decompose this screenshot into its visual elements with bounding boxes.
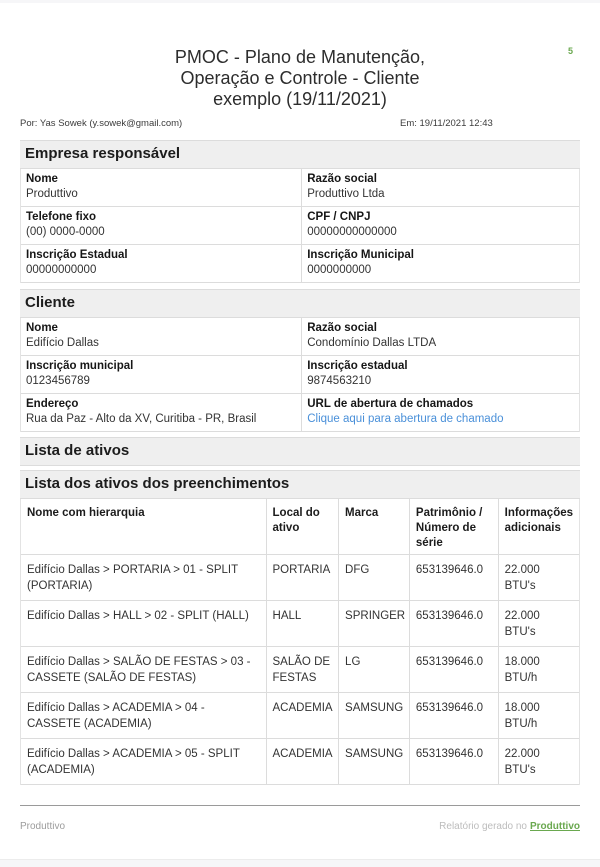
empresa-table [20,169,580,283]
asset-brand: SPRINGER [339,601,410,646]
asset-serial: 653139646.0 [410,693,499,738]
asset-info: 18.000 BTU/h [504,702,540,730]
footer-divider [20,805,580,806]
asset-info: 22.000 BTU's [504,610,540,638]
table-row [21,394,579,432]
asset-brand: DFG [339,555,410,600]
table-row [21,169,579,207]
asset-hierarchy: Edifício Dallas > ACADEMIA > 05 - SPLIT (ACADEMIA) [21,739,267,784]
column-header: Marca [339,499,410,554]
cliente-table [20,318,580,432]
field-value: Edifício Dallas [26,337,99,349]
assets-header-row [21,499,579,555]
field-value: Produttivo [26,188,78,200]
asset-info: 18.000 BTU/h [504,656,540,684]
asset-location: SALÃO DE FESTAS [267,647,340,692]
page-number: 5 [567,46,573,56]
field-label: Endereço [26,398,79,410]
viewport-top-strip [0,0,600,3]
column-header: Informações adicionais [504,507,574,534]
asset-serial: 653139646.0 [410,601,499,646]
field-value: 0123456789 [26,375,90,387]
asset-location: HALL [267,601,340,646]
produttivo-link[interactable]: Produttivo [530,821,580,832]
field-cell [302,356,579,393]
field-cell [302,245,579,282]
section-header-preenchimentos: Lista dos ativos dos preenchimentos [20,470,580,499]
asset-location: ACADEMIA [267,739,340,784]
footer-brand: Produttivo [20,821,66,832]
assets-table [20,499,580,785]
column-header: Local do ativo [267,499,340,554]
field-cell [21,318,302,355]
asset-serial: 653139646.0 [410,555,499,600]
table-row [21,207,579,245]
field-cell [21,394,302,431]
field-value: 0000000000 [307,264,372,276]
field-cell [302,207,579,244]
report-meta [0,118,600,130]
table-row [21,318,579,356]
field-label: Nome [26,173,58,185]
asset-info: 22.000 BTU's [504,564,540,592]
footer-credit [439,821,580,832]
asset-hierarchy: Edifício Dallas > HALL > 02 - SPLIT (HALL) [21,601,267,646]
field-label: Inscrição Estadual [26,249,128,261]
field-value: 00000000000000 [307,226,397,238]
table-row [21,356,579,394]
table-row [21,693,579,739]
field-cell [21,169,302,206]
field-label: Inscrição Municipal [307,249,414,261]
table-row [21,647,579,693]
field-label: CPF / CNPJ [307,211,371,223]
table-row [21,739,579,785]
column-header: Nome com hierarquia [21,499,267,554]
table-row [21,601,579,647]
field-label: Razão social [307,322,377,334]
column-header: Patrimônio / Número de série [410,499,499,554]
section-header-lista-ativos: Lista de ativos [20,437,580,466]
title-line-3: exemplo (19/11/2021) [213,89,387,109]
field-cell [302,169,579,206]
title-line-2: Operação e Controle - Cliente [180,68,420,88]
asset-brand: SAMSUNG [339,739,410,784]
field-label: Nome [26,322,58,334]
field-value: 00000000000 [26,264,97,276]
title-line-1: PMOC - Plano de Manutenção, [174,47,426,67]
author-meta: Por: Yas Sowek (y.sowek@gmail.com) [20,118,183,129]
asset-serial: 653139646.0 [410,739,499,784]
field-value: Condomínio Dallas LTDA [307,337,437,349]
date-meta: Em: 19/11/2021 12:43 [400,118,493,129]
asset-hierarchy: Edifício Dallas > SALÃO DE FESTAS > 03 - CASSETE (SALÃO DE FESTAS) [21,647,267,692]
field-cell [21,207,302,244]
asset-location: ACADEMIA [267,693,340,738]
open-ticket-link[interactable]: Clique aqui para abertura de chamado [307,413,504,425]
asset-brand: LG [339,647,410,692]
asset-hierarchy: Edifício Dallas > ACADEMIA > 04 - CASSETE (ACADEMIA) [21,693,267,738]
asset-hierarchy: Edifício Dallas > PORTARIA > 01 - SPLIT (PORTARIA) [21,555,267,600]
document-title [0,0,600,110]
field-label: URL de abertura de chamados [307,398,474,410]
table-row [21,245,579,283]
field-label: Inscrição estadual [307,360,408,372]
footer-credit-text: Relatório gerado no [439,821,527,832]
asset-location: PORTARIA [267,555,340,600]
report-body [20,140,580,785]
field-cell [21,356,302,393]
field-value: Rua da Paz - Alto da XV, Curitiba - PR, Brasil [26,413,257,425]
field-value: Produttivo Ltda [307,188,385,200]
asset-brand: SAMSUNG [339,693,410,738]
field-label: Telefone fixo [26,211,97,223]
field-value: 9874563210 [307,375,372,387]
viewport-bottom-strip [0,859,600,867]
field-label: Razão social [307,173,377,185]
section-header-cliente: Cliente [20,289,580,318]
field-value: (00) 0000-0000 [26,226,105,238]
asset-info: 22.000 BTU's [504,748,540,776]
asset-serial: 653139646.0 [410,647,499,692]
field-cell [302,318,579,355]
field-cell [302,394,579,431]
footer [20,821,580,832]
table-row [21,555,579,601]
field-cell [21,245,302,282]
field-label: Inscrição municipal [26,360,134,372]
section-header-empresa: Empresa responsável [20,140,580,169]
